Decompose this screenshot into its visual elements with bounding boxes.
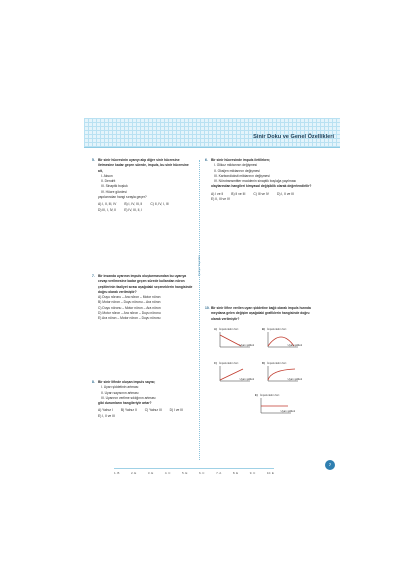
list-item: III. Karbondioksit miktarının değişmesi bbox=[214, 173, 270, 178]
question-stem: Bir sinir hücresinde impuls iletilirken; bbox=[211, 158, 270, 162]
graph-y-label: İmpuls iletim hızı bbox=[260, 394, 280, 397]
question-stem: Bir sinir hücresinin uyarıyı alıp diğer sinir hücresine iletmesine kadar geçen sürede, impuls, bu sinir hücresine ait, bbox=[98, 158, 189, 173]
page-number: 7 bbox=[325, 460, 335, 470]
option-d[interactable]: D) Motor nöron – Ara nöron – Duyu nöronu bbox=[98, 311, 161, 316]
option-a[interactable]: A) I ve II bbox=[211, 191, 224, 196]
option-e[interactable]: E) Ara nöron – Motor nöron – Duyu nöronu bbox=[98, 316, 161, 321]
list-item: I. Uyarı şiddetinin artması bbox=[101, 385, 139, 390]
graph-letter: B) bbox=[262, 328, 265, 331]
question-number: 6. bbox=[205, 158, 208, 162]
answer-options bbox=[98, 202, 194, 213]
graph-letter: A) bbox=[214, 328, 217, 331]
option-d[interactable]: D) I ve III bbox=[169, 408, 184, 413]
question-follow: gibi durumların hangileriyle artar? bbox=[98, 401, 152, 406]
answer-key-item: 2. E bbox=[130, 471, 137, 475]
publisher-note: Çalışır Yayınları bbox=[197, 254, 201, 276]
graph-y-label: İmpuls iletim hızı bbox=[219, 362, 239, 365]
option-b[interactable]: B) Yalnız II bbox=[120, 408, 137, 413]
question-follow: yapılarından hangi sırayla geçer? bbox=[98, 195, 147, 200]
graph-x-label: Uyarı şiddeti bbox=[239, 344, 254, 347]
question-stem: Bir sinir lifine verilen uyarı şiddetine bağlı olarak impuls hızında meydana gelen değişim aşağıdaki grafiklerin hangisinde doğru olarak verilmiştir? bbox=[211, 306, 311, 321]
graph-option-a[interactable] bbox=[214, 328, 254, 354]
answer-key-item: 5. E bbox=[181, 471, 188, 475]
graph-y-label: İmpuls iletim hızı bbox=[267, 362, 287, 365]
answer-key-item: 6. C bbox=[198, 471, 205, 475]
graph-option-e[interactable] bbox=[255, 394, 295, 420]
option-b[interactable]: B) I, IV, III, II bbox=[124, 202, 143, 207]
column-divider bbox=[199, 160, 200, 460]
graph-letter: D) bbox=[262, 362, 265, 365]
question-number: 5. bbox=[92, 158, 95, 162]
question-7 bbox=[92, 274, 194, 322]
answer-options bbox=[211, 192, 317, 203]
answer-key-item: 1. B bbox=[114, 471, 120, 475]
graph-y-label: İmpuls iletim hızı bbox=[267, 328, 287, 331]
answer-key-item: 3. E bbox=[147, 471, 154, 475]
option-b[interactable]: B) Motor nöron – Duyu nöronu – Ara nöron bbox=[98, 300, 161, 305]
question-number: 8. bbox=[92, 380, 95, 384]
list-item: IV. Nörotransmitter maddenin sinaptik boşluğa yayılması bbox=[214, 179, 297, 184]
option-d[interactable]: D) I, II ve III bbox=[276, 191, 295, 196]
question-8 bbox=[92, 380, 194, 419]
section-header bbox=[84, 118, 340, 148]
question-6 bbox=[205, 158, 317, 202]
answer-key-item: 10. E bbox=[266, 471, 274, 475]
graph-option-b[interactable] bbox=[262, 328, 302, 354]
option-a[interactable]: A) Yalnız I bbox=[98, 408, 113, 413]
list-item: I. Glikoz miktarının değişmesi bbox=[214, 163, 258, 168]
graph-y-label: İmpuls iletim hızı bbox=[219, 328, 239, 331]
list-item: II. Uyarı sayısının artması bbox=[101, 390, 139, 395]
list-item: III. Sinaptik boşluk bbox=[101, 184, 128, 189]
question-follow: olaylarından hangileri kimyasal değişiklik olarak değerlendirilir? bbox=[211, 184, 312, 189]
graph-x-label: Uyarı şiddeti bbox=[280, 410, 295, 413]
list-item: IV. Hücre gövdesi bbox=[101, 189, 127, 194]
graph-letter: C) bbox=[214, 362, 217, 365]
option-c[interactable]: C) III ve IV bbox=[253, 191, 269, 196]
answer-key-item: 9. C bbox=[249, 471, 256, 475]
list-item: II. Dendrit bbox=[101, 179, 116, 184]
answer-key bbox=[114, 468, 274, 476]
answer-key-item: 4. C bbox=[164, 471, 171, 475]
list-item: II. Oksijen miktarının değişmesi bbox=[214, 168, 260, 173]
option-c[interactable]: C) Yalnız III bbox=[144, 408, 162, 413]
question-stem: Bir insanda uyarının impuls oluşturmasından bu uyarıya cevap verilmesine kadar geçen sürede kullanılan nöron çeşitlerinin faaliyet sırası aşağıdaki seçeneklerin hangisinde doğru olarak verilmiştir? bbox=[98, 274, 193, 294]
option-c[interactable]: C) II, IV, I, III bbox=[150, 202, 169, 207]
question-10 bbox=[205, 306, 317, 322]
option-e[interactable]: E) IV, III, II, I bbox=[124, 207, 143, 212]
list-item: I. Akson bbox=[101, 173, 113, 178]
answer-key-item: 8. E bbox=[232, 471, 239, 475]
question-number: 7. bbox=[92, 274, 95, 278]
answer-options bbox=[98, 408, 194, 419]
graph-x-label: Uyarı şiddeti bbox=[239, 378, 254, 381]
option-a[interactable]: A) I, II, III, IV bbox=[98, 202, 117, 207]
graph-x-label: Uyarı şiddeti bbox=[287, 378, 302, 381]
option-a[interactable]: A) Duyu nöronu – Ara nöron – Motor nöron bbox=[98, 295, 161, 300]
question-number: 10. bbox=[205, 306, 210, 310]
answer-key-item: 7. A bbox=[216, 471, 222, 475]
option-d[interactable]: D) III, I, IV, II bbox=[98, 207, 117, 212]
option-e[interactable]: E) I, II ve III bbox=[98, 413, 115, 418]
list-item: III. Uyarının verilme sıklığının artması bbox=[101, 395, 156, 400]
question-5 bbox=[92, 158, 194, 213]
graph-option-c[interactable] bbox=[214, 362, 254, 388]
option-e[interactable]: E) II, III ve IV bbox=[211, 197, 231, 202]
option-b[interactable]: B) II ve III bbox=[231, 191, 246, 196]
graph-letter: E) bbox=[255, 394, 258, 397]
question-stem: Bir sinir lifinde oluşan impuls sayısı; bbox=[98, 380, 156, 384]
graph-option-d[interactable] bbox=[262, 362, 302, 388]
graph-x-label: Uyarı şiddeti bbox=[287, 344, 302, 347]
section-title: Sinir Doku ve Genel Özellikleri bbox=[253, 134, 334, 140]
option-c[interactable]: C) Duyu nöronu – Motor nöron – Ara nöron bbox=[98, 305, 161, 310]
